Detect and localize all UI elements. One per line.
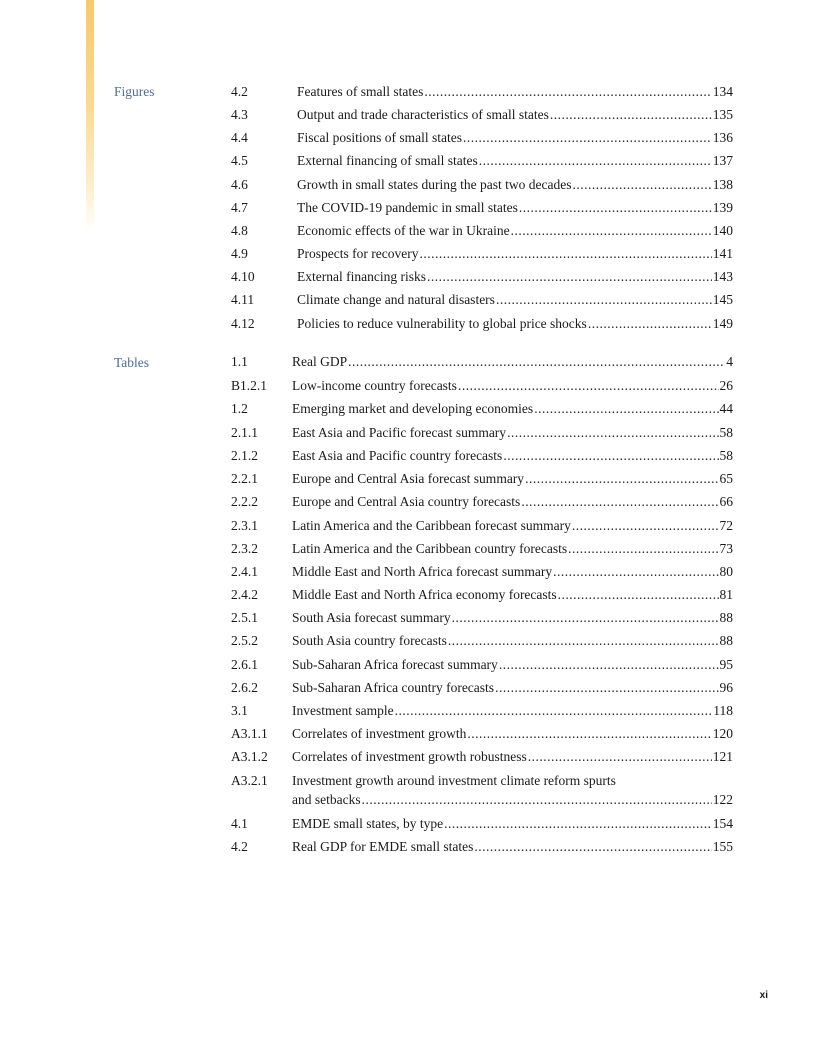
dot-leader <box>458 376 719 396</box>
dot-leader <box>503 446 718 466</box>
entry-page: 88 <box>719 610 733 625</box>
dot-leader <box>474 837 711 857</box>
entry-number: 2.4.2 <box>231 587 258 602</box>
dot-leader <box>499 655 719 675</box>
toc-entry[interactable] <box>231 352 733 372</box>
entry-page: 118 <box>713 703 733 718</box>
entry-number: 4.2 <box>231 84 248 99</box>
entry-page: 44 <box>719 401 733 416</box>
dot-leader <box>534 399 718 419</box>
figures-section-label: Figures <box>114 84 155 99</box>
entry-title: South Asia forecast summary <box>292 610 451 625</box>
entry-number: 4.6 <box>231 177 248 192</box>
entry-title: Low-income country forecasts <box>292 378 457 393</box>
toc-entry[interactable] <box>231 655 733 675</box>
entry-page: 140 <box>712 223 733 238</box>
dot-leader <box>507 423 718 443</box>
decorative-accent-bar <box>86 0 94 230</box>
entry-page: 66 <box>719 494 733 509</box>
entry-title: Growth in small states during the past two decades <box>297 177 572 192</box>
dot-leader <box>348 352 725 372</box>
entry-page: 145 <box>712 292 733 307</box>
entry-number: 4.5 <box>231 153 248 168</box>
entry-title: Correlates of investment growth robustness <box>292 749 527 764</box>
entry-page: 121 <box>712 749 733 764</box>
entry-page: 137 <box>712 153 733 168</box>
toc-entry[interactable] <box>231 562 733 582</box>
entry-number: B1.2.1 <box>231 378 268 393</box>
toc-entry[interactable] <box>231 539 733 559</box>
entry-title: EMDE small states, by type <box>292 816 444 831</box>
entry-title: Sub-Saharan Africa forecast summary <box>292 657 498 672</box>
entry-title: Emerging market and developing economies <box>292 401 534 416</box>
entry-title-line1: Investment growth around investment climate reform spurts <box>292 773 616 788</box>
entry-number: A3.2.1 <box>231 773 268 788</box>
dot-leader <box>568 539 718 559</box>
toc-entry[interactable] <box>231 446 733 466</box>
dot-leader <box>452 608 719 628</box>
toc-entry[interactable] <box>231 221 733 241</box>
entry-title: South Asia country forecasts <box>292 633 447 648</box>
entry-number: 4.10 <box>231 269 255 284</box>
entry-page: 81 <box>719 587 733 602</box>
entry-page: 58 <box>719 425 733 440</box>
entry-page: 141 <box>712 246 733 261</box>
toc-entry[interactable] <box>231 701 733 721</box>
entry-title: Sub-Saharan Africa country forecasts <box>292 680 495 695</box>
entry-number: 2.1.2 <box>231 448 258 463</box>
entry-number: 2.6.1 <box>231 657 258 672</box>
toc-entry[interactable] <box>231 128 733 148</box>
toc-entry[interactable] <box>231 151 733 171</box>
entry-title: External financing risks <box>297 269 426 284</box>
entry-number: 2.2.1 <box>231 471 258 486</box>
entry-page: 4 <box>726 354 733 369</box>
entry-number: A3.1.2 <box>231 749 268 764</box>
entry-page: 134 <box>712 84 733 99</box>
entry-title: Climate change and natural disasters <box>297 292 495 307</box>
entry-number: 4.9 <box>231 246 248 261</box>
entry-title: Features of small states <box>297 84 424 99</box>
entry-page: 136 <box>712 130 733 145</box>
entry-title: Correlates of investment growth <box>292 726 467 741</box>
entry-page: 135 <box>712 107 733 122</box>
dot-leader <box>572 516 719 536</box>
entry-number: 4.12 <box>231 316 255 331</box>
toc-entry[interactable] <box>231 516 733 536</box>
entry-number: 2.6.2 <box>231 680 258 695</box>
entry-number: 2.5.2 <box>231 633 258 648</box>
entry-title: Latin America and the Caribbean country forecasts <box>292 541 568 556</box>
toc-entry[interactable] <box>231 267 733 287</box>
dot-leader <box>448 631 719 651</box>
toc-entry[interactable] <box>231 469 733 489</box>
entry-number: 4.11 <box>231 292 255 307</box>
dot-leader <box>588 314 712 334</box>
entry-title: East Asia and Pacific forecast summary <box>292 425 507 440</box>
toc-entry[interactable] <box>231 837 733 857</box>
entry-page: 88 <box>719 633 733 648</box>
entry-title: Middle East and North Africa forecast summary <box>292 564 553 579</box>
entry-title: Real GDP <box>292 354 348 369</box>
entry-page: 96 <box>719 680 733 695</box>
entry-title: Europe and Central Asia forecast summary <box>292 471 525 486</box>
entry-page: 143 <box>712 269 733 284</box>
entry-page: 138 <box>712 177 733 192</box>
entry-title: The COVID-19 pandemic in small states <box>297 200 518 215</box>
toc-entry[interactable] <box>231 198 733 218</box>
entry-number: A3.1.1 <box>231 726 268 741</box>
toc-entry-multiline[interactable] <box>231 771 733 791</box>
toc-entry[interactable] <box>231 631 733 651</box>
dot-leader <box>558 585 719 605</box>
dot-leader <box>427 267 712 287</box>
dot-leader <box>467 724 711 744</box>
dot-leader <box>424 82 711 102</box>
entry-number: 4.4 <box>231 130 248 145</box>
entry-title-line2: and setbacks <box>292 792 361 807</box>
toc-entry[interactable] <box>231 585 733 605</box>
entry-title: Fiscal positions of small states <box>297 130 462 145</box>
entry-page: 26 <box>719 378 733 393</box>
dot-leader <box>525 469 718 489</box>
tables-section-label: Tables <box>114 355 150 370</box>
entry-number: 4.2 <box>231 839 248 854</box>
entry-title: Real GDP for EMDE small states <box>292 839 474 854</box>
entry-page: 149 <box>712 316 733 331</box>
entry-number: 4.1 <box>231 816 248 831</box>
toc-entry[interactable] <box>231 492 733 512</box>
entry-number: 2.2.2 <box>231 494 258 509</box>
toc-entry[interactable] <box>231 814 733 834</box>
entry-page: 80 <box>719 564 733 579</box>
entry-number: 1.1 <box>231 354 248 369</box>
dot-leader <box>479 151 712 171</box>
entry-title: Prospects for recovery <box>297 246 419 261</box>
dot-leader <box>419 244 711 264</box>
entry-page: 73 <box>719 541 733 556</box>
dot-leader <box>528 747 712 767</box>
entry-page: 72 <box>719 518 733 533</box>
dot-leader <box>519 198 712 218</box>
entry-number: 2.4.1 <box>231 564 258 579</box>
entry-title: Middle East and North Africa economy forecasts <box>292 587 557 602</box>
dot-leader <box>395 701 713 721</box>
toc-entry[interactable] <box>231 82 733 102</box>
toc-entry[interactable] <box>231 423 733 443</box>
toc-entry[interactable] <box>231 399 733 419</box>
entry-number: 4.3 <box>231 107 248 122</box>
entry-number: 3.1 <box>231 703 248 718</box>
entry-page: 58 <box>719 448 733 463</box>
toc-entry[interactable] <box>231 724 733 744</box>
toc-entry[interactable] <box>231 747 733 767</box>
toc-entry[interactable] <box>231 175 733 195</box>
dot-leader <box>553 562 718 582</box>
dot-leader <box>463 128 712 148</box>
entry-number: 2.1.1 <box>231 425 258 440</box>
entry-title: Latin America and the Caribbean forecast summary <box>292 518 571 533</box>
toc-entry[interactable] <box>231 290 733 310</box>
toc-entry[interactable] <box>231 314 733 334</box>
toc-entry[interactable] <box>231 376 733 396</box>
dot-leader <box>572 175 711 195</box>
entry-number: 4.7 <box>231 200 248 215</box>
entry-title: Europe and Central Asia country forecasts <box>292 494 521 509</box>
entry-page: 65 <box>719 471 733 486</box>
dot-leader <box>550 105 712 125</box>
entry-number: 2.5.1 <box>231 610 258 625</box>
dot-leader <box>495 678 718 698</box>
entry-page: 154 <box>712 816 733 831</box>
dot-leader <box>444 814 712 834</box>
dot-leader <box>496 290 712 310</box>
entry-number: 2.3.1 <box>231 518 258 533</box>
toc-entry[interactable] <box>231 244 733 264</box>
entry-page: 95 <box>719 657 733 672</box>
entry-title: Output and trade characteristics of small states <box>297 107 549 122</box>
entry-number: 2.3.2 <box>231 541 258 556</box>
toc-entry[interactable] <box>231 678 733 698</box>
entry-title: Policies to reduce vulnerability to global price shocks <box>297 316 587 331</box>
toc-entry[interactable] <box>231 608 733 628</box>
entry-title: Investment sample <box>292 703 394 718</box>
entry-number: 4.8 <box>231 223 248 238</box>
entry-title: Economic effects of the war in Ukraine <box>297 223 510 238</box>
entry-title: East Asia and Pacific country forecasts <box>292 448 503 463</box>
dot-leader <box>362 790 712 810</box>
entry-title: External financing of small states <box>297 153 478 168</box>
dot-leader <box>521 492 718 512</box>
entry-page: 139 <box>712 200 733 215</box>
entry-page: 155 <box>712 839 733 854</box>
toc-entry[interactable] <box>231 105 733 125</box>
page-number: xi <box>759 990 768 1001</box>
dot-leader <box>511 221 712 241</box>
entry-page: 120 <box>712 726 733 741</box>
entry-page: 122 <box>712 792 733 807</box>
toc-entry-continuation[interactable] <box>231 790 733 810</box>
entry-number: 1.2 <box>231 401 248 416</box>
